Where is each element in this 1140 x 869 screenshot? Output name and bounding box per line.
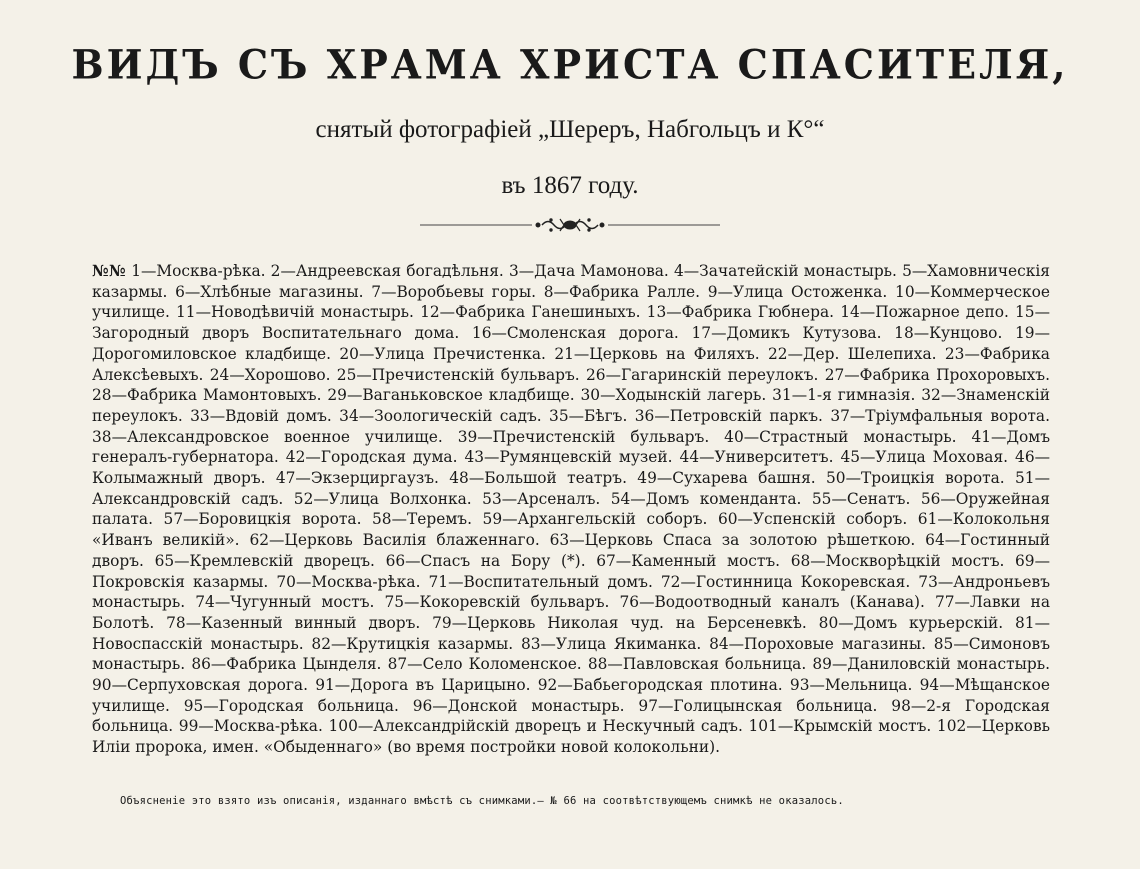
fleuron-divider-icon	[420, 210, 720, 240]
footnote: Объясненіе это взято изъ описанія, изданнаго вмѣстѣ съ снимками.— № 66 на соотвѣтствующемъ снимкѣ не оказалось.	[120, 795, 844, 807]
year-line: въ 1867 году.	[501, 172, 639, 199]
document-title: ВИДЪ СЪ ХРАМА ХРИСТА СПАСИТЕЛЯ,	[71, 40, 1069, 89]
legend-entries: 1—Москва-рѣка. 2—Андреевская богадѣльня. 3—Дача Мамонова. 4—Зачатейскій монастырь. 5—Хамовническія казармы. 6—Хлѣбные магазины. 7—Воробьевы горы. 8—Фабрика Ралле. 9—Улица Остоженка. 10—Коммерческое училище. 11—Новодѣвичій монастырь. 12—Фабрика Ганешиныхъ. 13—Фабрика Гюбнера. 14—Пожарное депо. 15—Загородный дворъ Воспитательнаго дома. 16—Смоленская дорога. 17—Домикъ Кутузова. 18—Кунцово. 19—Дорогомиловское кладбище. 20—Улица Пречистенка. 21—Церковь на Филяхъ. 22—Дер. Шелепиха. 23—Фабрика Алексѣевыхъ. 24—Хорошово. 25—Пречистенскій бульваръ. 26—Гагаринскій переулокъ. 27—Фабрика Прохоровыхъ. 28—Фабрика Мамонтовыхъ. 29—Ваганьковское кладбище. 30—Ходынскій лагерь. 31—1-я гимназія. 32—Знаменскій переулокъ. 33—Вдовій домъ. 34—Зоологическій садъ. 35—Бѣгъ. 36—Петровскій паркъ. 37—Тріумфальныя ворота. 38—Александровское военное училище. 39—Пречистенскій бульваръ. 40—Страстный монастырь. 41—Домъ генералъ-губернатора. 42—Городская дума. 43—Румянцевскій музей. 44—Университетъ. 45—Улица Моховая. 46—Колымажный дворъ. 47—Экзерциргаузъ. 48—Большой театръ. 49—Сухарева башня. 50—Троицкія ворота. 51—Александровскій садъ. 52—Улица Волхонка. 53—Арсеналъ. 54—Домъ коменданта. 55—Сенатъ. 56—Оружейная палата. 57—Боровицкія ворота. 58—Теремъ. 59—Архангельскій соборъ. 60—Успенскій соборъ. 61—Колокольня «Иванъ великій». 62—Церковь Василія блаженнаго. 63—Церковь Спаса за золотою рѣшеткою. 64—Гостинный дворъ. 65—Кремлевскій дворецъ. 66—Спасъ на Бору (*). 67—Каменный мостъ. 68—Москворѣцкій мостъ. 69—Покровскія казармы. 70—Москва-рѣка. 71—Воспитательный домъ. 72—Гостинница Кокоревская. 73—Андроньевъ монастырь. 74—Чугунный мостъ. 75—Кокоревскій бульваръ. 76—Водоотводный каналъ (Канава). 77—Лавки на Болотѣ. 78—Казенный винный дворъ. 79—Церковь Николая чуд. на Берсеневкѣ. 80—Домъ курьерскій. 81—Новоспасскій монастырь. 82—Крутицкія казармы. 83—Улица Якиманка. 84—Пороховые магазины. 85—Симоновъ монастырь. 86—Фабрика Цынделя. 87—Село Коломенское. 88—Павловская больница. 89—Даниловскій монастырь. 90—Серпуховская дорога. 91—Дорога въ Царицыно. 92—Бабьегородская плотина. 93—Мельница. 94—Мѣщанское училище. 95—Городская больница. 96—Донской монастырь. 97—Голицынская больница. 98—2-я Городская больница. 99—Москва-рѣка. 100—Александрійскій дворецъ и Нескучный садъ. 101—Крымскій мостъ. 102—Церковь Иліи пророка, имен. «Обыденнаго» (во время постройки новой колокольни).	[92, 262, 1051, 757]
legend-paragraph	[92, 261, 1050, 758]
legend-lead: №№	[92, 262, 127, 280]
document-subtitle: снятый фотографіей „Шереръ, Набгольцъ и К°“	[315, 116, 825, 143]
